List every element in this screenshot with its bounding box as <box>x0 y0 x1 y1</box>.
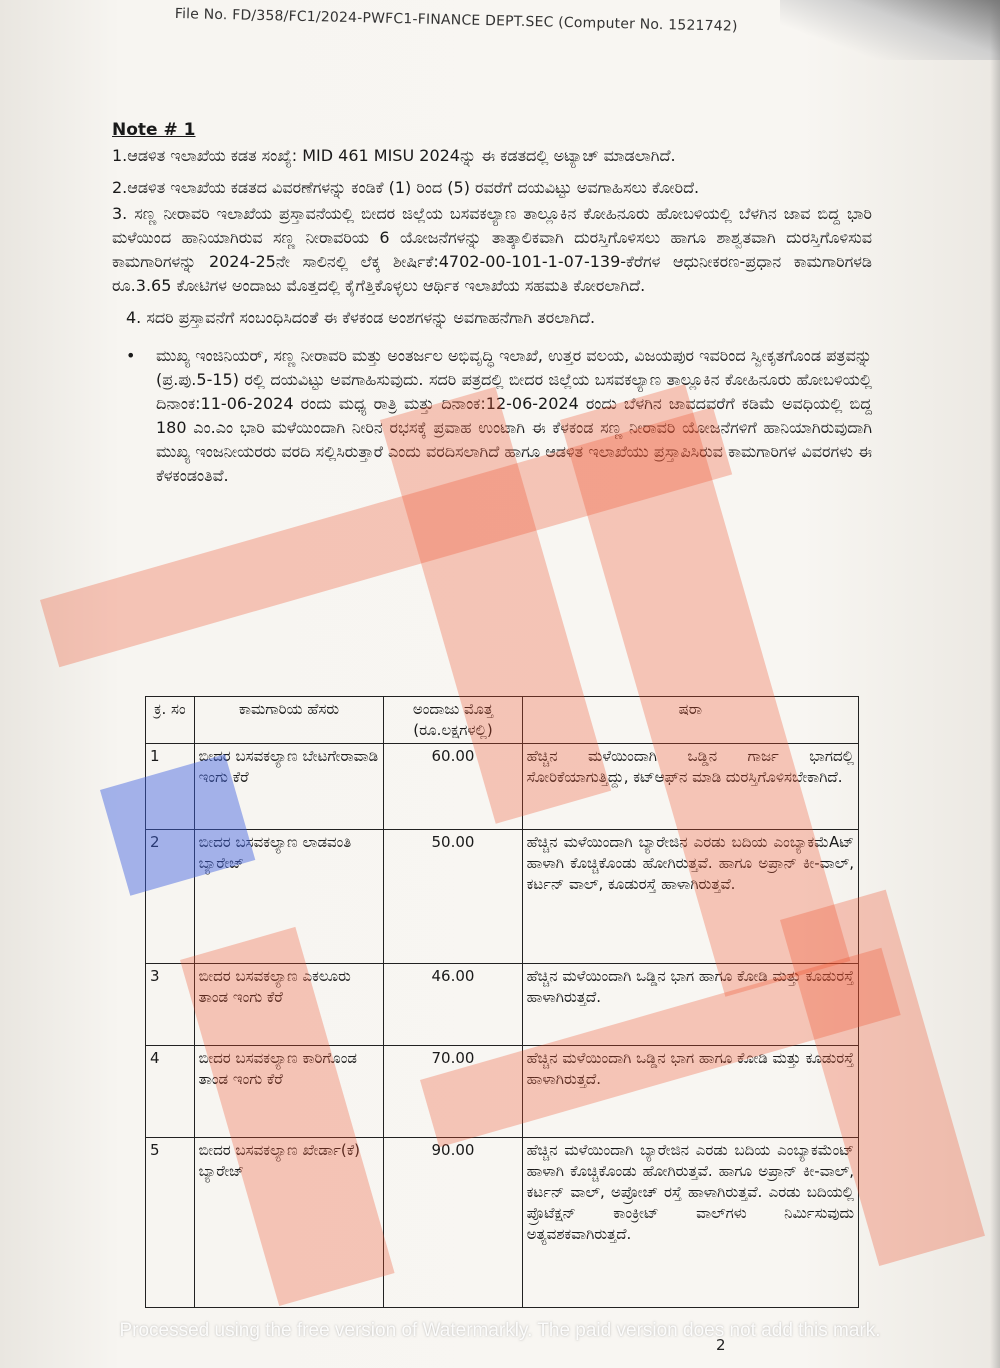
cell-amount: 90.00 <box>384 1138 522 1308</box>
page-number: 2 <box>716 1336 726 1354</box>
file-number-header: File No. FD/358/FC1/2024-PWFC1-FINANCE DEPT.SEC (Computer No. 1521742) <box>174 6 738 35</box>
cell-remarks: ಹೆಚ್ಚಿನ ಮಳೆಯಿಂದಾಗಿ ಬ್ಯಾರೇಜಿನ ಎರಡು ಬದಿಯ ಎಂಬ್ಯಾಕಮೆAಟ್ ಹಾಳಾಗಿ ಕೊಚ್ಚಿಕೊಂಡು ಹೋಗಿರುತ್ತವೆ. ಹಾಗೂ ಅಪ್ರಾನ್ ಕೀ-ವಾಲ್, ಕರ್ಟನ್ ವಾಲ್, ಕೂಡುರಸ್ತೆ ಹಾಳಾಗಿರುತ್ತವೆ. <box>522 830 858 964</box>
cell-amount: 50.00 <box>384 830 522 964</box>
paragraph-3: 3. ಸಣ್ಣ ನೀರಾವರಿ ಇಲಾಖೆಯ ಪ್ರಸ್ತಾವನೆಯಲ್ಲಿ ಬೀದರ ಜಿಲ್ಲೆಯ ಬಸವಕಲ್ಯಾಣ ತಾಲ್ಲೂಕಿನ ಕೋಹಿನೂರು ಹೋಬಳಿಯಲ್ಲಿ ಬೆಳಗಿನ ಜಾವ ಬಿದ್ದ ಭಾರಿ ಮಳೆಯಿಂದ ಹಾನಿಯಾಗಿರುವ ಸಣ್ಣ ನೀರಾವರಿಯ 6 ಯೋಜನೆಗಳನ್ನು ತಾತ್ಕಾಲಿಕವಾಗಿ ದುರಸ್ತಿಗೊಳಿಸಲು ಹಾಗೂ ಶಾಶ್ವತವಾಗಿ ದುರಸ್ತಿಗೊಳಿಸುವ ಕಾಮಗಾರಿಗಳನ್ನು 2024-25ನೇ ಸಾಲಿನಲ್ಲಿ ಲೆಕ್ಕ ಶೀರ್ಷಿಕೆ:4702-00-101-1-07-139-ಕೆರೆಗಳ ಆಧುನೀಕರಣ-ಪ್ರಧಾನ ಕಾಮಗಾರಿಗಳಡಿ ರೂ.3.65 ಕೋಟಿಗಳ ಅಂದಾಜು ಮೊತ್ತದಲ್ಲಿ ಕೈಗೆತ್ತಿಕೊಳ್ಳಲು ಆರ್ಥಿಕ ಇಲಾಖೆಯ ಸಹಮತಿ ಕೋರಲಾಗಿದೆ. <box>112 204 872 295</box>
header-estimated-amount: ಅಂದಾಜು ಮೊತ್ತ (ರೂ.ಲಕ್ಷಗಳಲ್ಲಿ) <box>384 697 522 744</box>
cell-serial-no: 2 <box>146 830 195 964</box>
cell-serial-no: 4 <box>146 1046 195 1138</box>
paragraph-4: 4. ಸದರಿ ಪ್ರಸ್ತಾವನೆಗೆ ಸಂಬಂಧಿಸಿದಂತೆ ಈ ಕೆಳಕಂಡ ಅಂಶಗಳನ್ನು ಅವಗಾಹನೆಗಾಗಿ ತರಲಾಗಿದೆ. <box>126 308 596 327</box>
paragraph-2: 2.ಆಡಳಿತ ಇಲಾಖೆಯ ಕಡತದ ವಿವರಣೆಗಳನ್ನು ಕಂಡಿಕೆ (1) ರಿಂದ (5) ರವರೆಗೆ ದಯವಿಟ್ಟು ಅವಗಾಹಿಸಲು ಕೋರಿದೆ. <box>112 178 700 197</box>
bullet-icon: • <box>126 346 136 365</box>
cell-remarks: ಹೆಚ್ಚಿನ ಮಳೆಯಿಂದಾಗಿ ಒಡ್ಡಿನ ಗಾರ್ಜ ಭಾಗದಲ್ಲಿ ಸೋರಿಕೆಯಾಗುತ್ತಿದ್ದು, ಕಟ್‌ಆಫ್‌ನ ಮಾಡಿ ದುರಸ್ತಿಗೊಳಿಸಬೇಕಾಗಿದೆ. <box>522 744 858 830</box>
bullet-text: ಮುಖ್ಯ ಇಂಜಿನಿಯರ್, ಸಣ್ಣ ನೀರಾವರಿ ಮತ್ತು ಅಂತರ್ಜಲ ಅಭಿವೃದ್ಧಿ ಇಲಾಖೆ, ಉತ್ತರ ವಲಯ, ವಿಜಯಪುರ ಇವರಿಂದ ಸ್ವೀಕೃತಗೊಂಡ ಪತ್ರವನ್ನು (ಪ್ರ.ಪು.5-15) ರಲ್ಲಿ ದಯವಿಟ್ಟು ಅವಗಾಹಿಸುವುದು. ಸದರಿ ಪತ್ರದಲ್ಲಿ ಬೀದರ ಜಿಲ್ಲೆಯ ಬಸವಕಲ್ಯಾಣ ತಾಲ್ಲೂಕಿನ ಕೋಹಿನೂರು ಹೋಬಳಿಯಲ್ಲಿ ದಿನಾಂಕ:11-06-2024 ರಂದು ಮಧ್ಯ ರಾತ್ರಿ ಮತ್ತು ದಿನಾಂಕ:12-06-2024 ರಂದು ಬೆಳಗಿನ ಜಾವದವರೆಗೆ ಕಡಿಮೆ ಅವಧಿಯಲ್ಲಿ ಬಿದ್ದ 180 ಎಂ.ಎಂ ಭಾರಿ ಮಳೆಯಿಂದಾಗಿ ನೀರಿನ ರಭಸಕ್ಕೆ ಪ್ರವಾಹ ಉಂಟಾಗಿ ಈ ಕೆಳಕಂಡ ಸಣ್ಣ ನೀರಾವರಿ ಯೋಜನೆಗಳಿಗೆ ಹಾನಿಯಾಗಿರುವುದಾಗಿ ಮುಖ್ಯ ಇಂಜನೀಯರರು ವರದಿ ಸಲ್ಲಿಸಿರುತ್ತಾರೆ ಎಂದು ವರದಿಸಲಾಗಿದೆ ಹಾಗೂ ಆಡಳಿತ ಇಲಾಖೆಯು ಪ್ರಸ್ತಾಪಿಸಿರುವ ಕಾಮಗಾರಿಗಳ ವಿವರಗಳು ಈ ಕೆಳಕಂಡಂತಿವೆ. <box>156 346 872 485</box>
cell-work-name: ಬೀದರ ಬಸವಕಲ್ಯಾಣ ಎಕಲೂರು ತಾಂಡ ಇಂಗು ಕೆರೆ <box>194 964 384 1046</box>
cell-serial-no: 1 <box>146 744 195 830</box>
cell-serial-no: 3 <box>146 964 195 1046</box>
note-title: Note # 1 <box>112 120 196 140</box>
cell-work-name: ಬೀದರ ಬಸವಕಲ್ಯಾಣ ಲಾಡವಂತಿ ಬ್ಯಾರೇಜ್ <box>194 830 384 964</box>
cell-amount: 70.00 <box>384 1046 522 1138</box>
header-remarks: ಷರಾ <box>522 697 858 744</box>
cell-work-name: ಬೀದರ ಬಸವಕಲ್ಯಾಣ ಬೇಟಗೇರಾವಾಡಿ ಇಂಗು ಕೆರೆ <box>194 744 384 830</box>
cell-serial-no: 5 <box>146 1138 195 1308</box>
cell-remarks: ಹೆಚ್ಚಿನ ಮಳೆಯಿಂದಾಗಿ ಒಡ್ಡಿನ ಭಾಗ ಹಾಗೂ ಕೋಡಿ ಮತ್ತು ಕೂಡುರಸ್ತೆ ಹಾಳಾಗಿರುತ್ತದೆ. <box>522 964 858 1046</box>
watermark-footer-text: Processed using the free version of Watermarkly. The paid version does not add this mark. <box>119 1320 881 1341</box>
cell-work-name: ಬೀದರ ಬಸವಕಲ್ಯಾಣ ಕಾರಿಗೊಂಡ ತಾಂಡ ಇಂಗು ಕೆರೆ <box>194 1046 384 1138</box>
header-serial-no: ಕ್ರ. ಸಂ <box>146 697 195 744</box>
header-work-name: ಕಾಮಗಾರಿಯ ಹೆಸರು <box>194 697 384 744</box>
paragraph-1: 1.ಆಡಳಿತ ಇಲಾಖೆಯ ಕಡತ ಸಂಖ್ಯೆ: MID 461 MISU 2024ನ್ನು ಈ ಕಡತದಲ್ಲಿ ಅಟ್ಯಾಚ್ ಮಾಡಲಾಗಿದೆ. <box>112 146 676 165</box>
cell-remarks: ಹೆಚ್ಚಿನ ಮಳೆಯಿಂದಾಗಿ ಒಡ್ಡಿನ ಭಾಗ ಹಾಗೂ ಕೋಡಿ ಮತ್ತು ಕೂಡುರಸ್ತೆ ಹಾಳಾಗಿರುತ್ತದೆ. <box>522 1046 858 1138</box>
cell-work-name: ಬೀದರ ಬಸವಕಲ್ಯಾಣ ಖೇರ್ಡಾ(ಕೆ) ಬ್ಯಾರೇಜ್ <box>194 1138 384 1308</box>
cell-amount: 60.00 <box>384 744 522 830</box>
scan-edge-shadow <box>990 0 1000 1368</box>
cell-remarks: ಹೆಚ್ಚಿನ ಮಳೆಯಿಂದಾಗಿ ಬ್ಯಾರೇಜಿನ ಎರಡು ಬದಿಯ ಎಂಬ್ಯಾಕಮೆಂಟ್ ಹಾಳಾಗಿ ಕೊಚ್ಚಿಕೊಂಡು ಹೋಗಿರುತ್ತವೆ. ಹಾಗೂ ಅಪ್ರಾನ್ ಕೀ-ವಾಲ್, ಕರ್ಟನ್ ವಾಲ್, ಅಪ್ರೋಚ್ ರಸ್ತೆ ಹಾಳಾಗಿರುತ್ತವೆ. ಎರಡು ಬದಿಯಲ್ಲಿ ಪ್ರೊಟೆಕ್ಷನ್ ಕಾಂಕ್ರೀಟ್ ವಾಲ್‌ಗಳು ನಿರ್ಮಿಸುವುದು ಅತ್ಯವಶಕವಾಗಿರುತ್ತದೆ. <box>522 1138 858 1308</box>
cell-amount: 46.00 <box>384 964 522 1046</box>
